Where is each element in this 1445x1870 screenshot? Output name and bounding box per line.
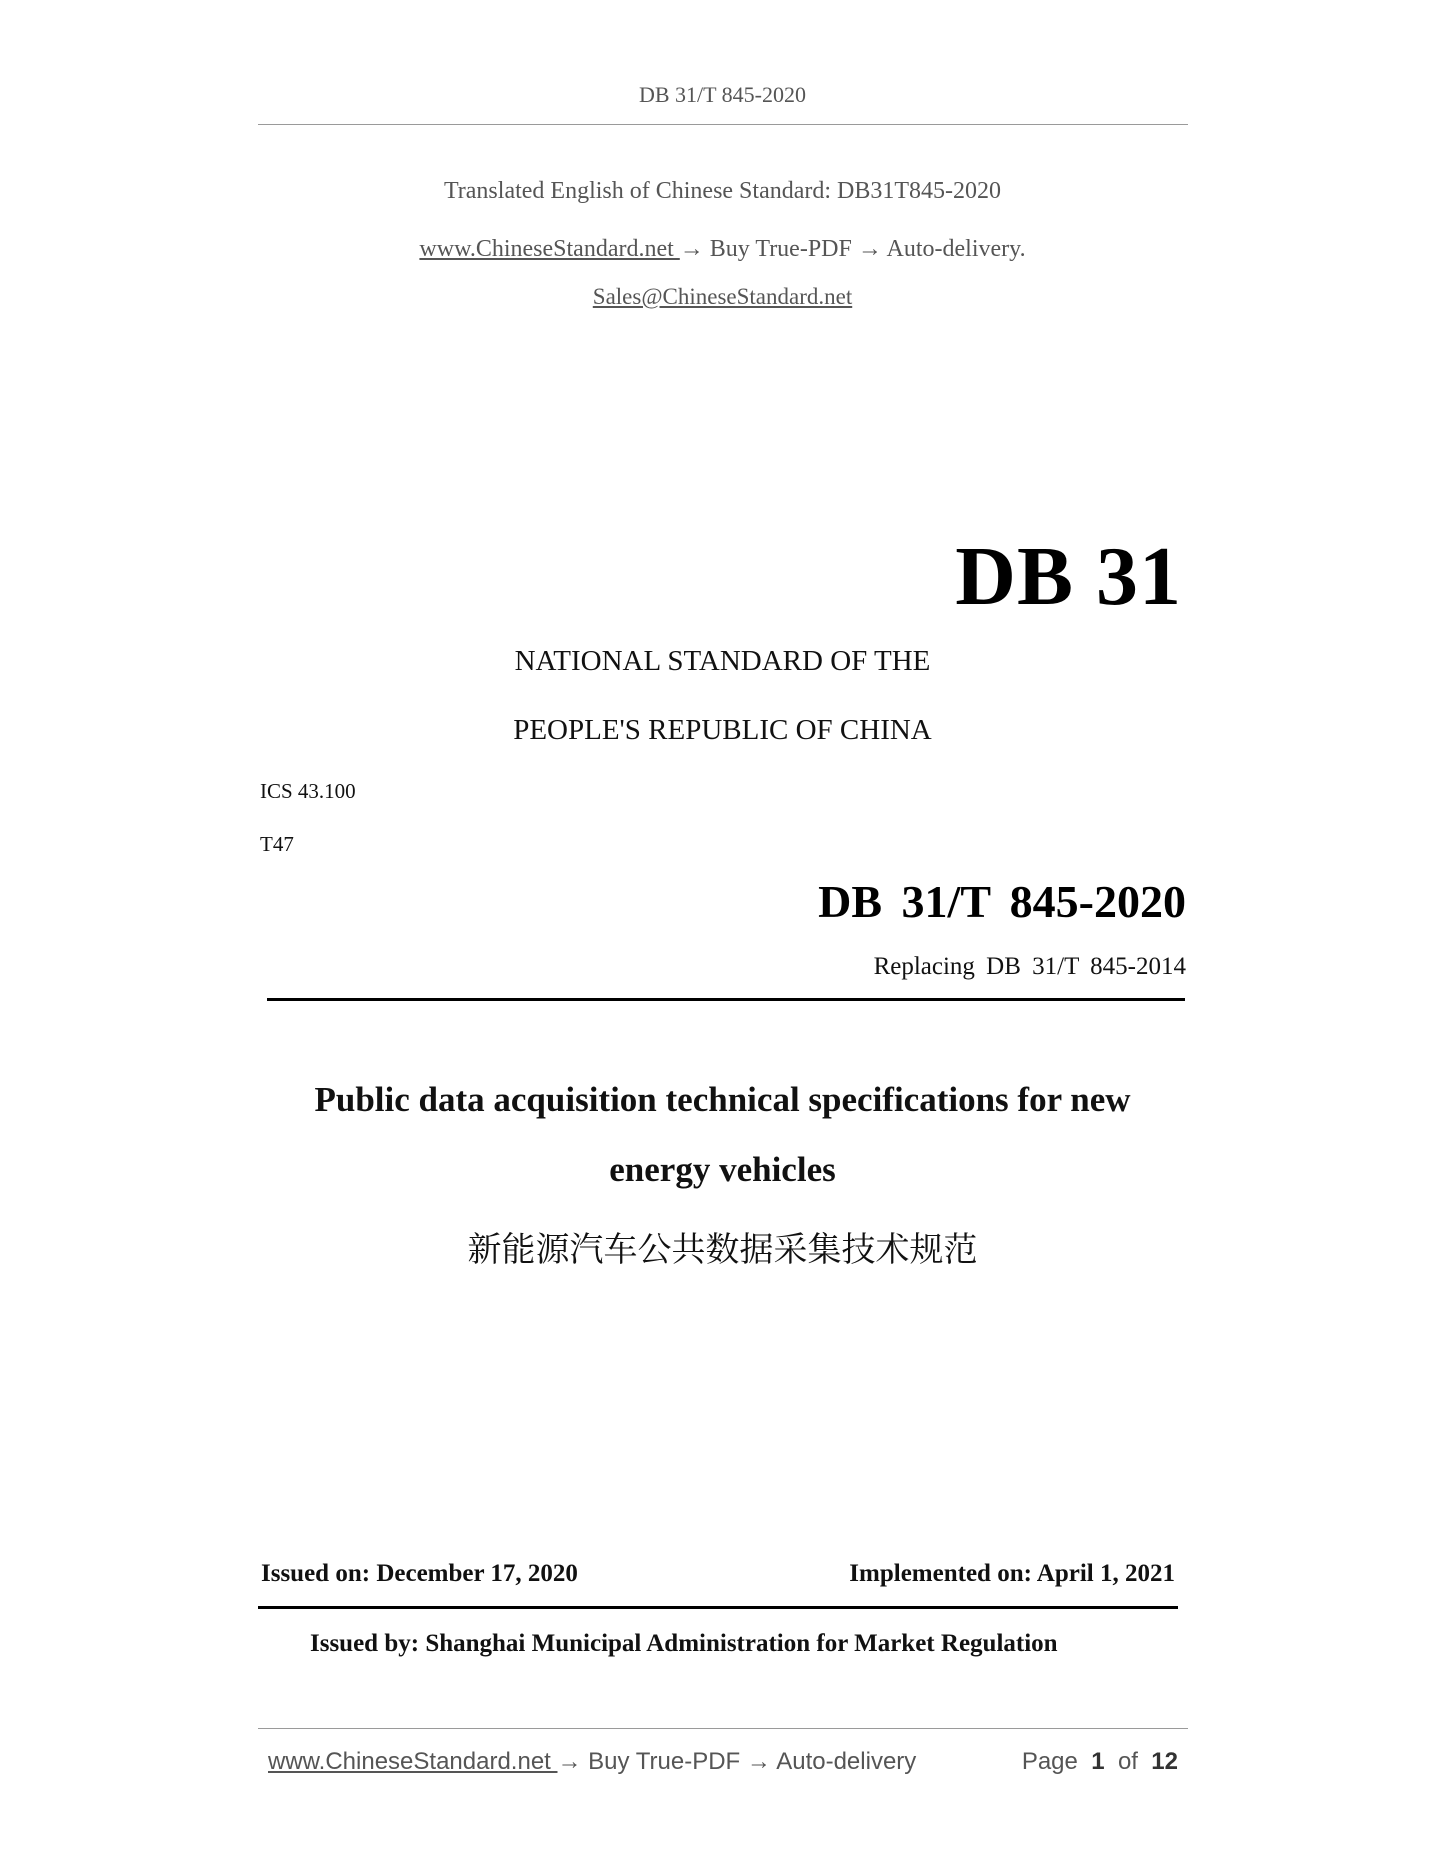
standard-number: DB 31/T 845-2020 <box>818 876 1186 927</box>
title-en-line1: Public data acquisition technical specifications for new <box>314 1080 1131 1119</box>
footer-rule <box>258 1728 1188 1729</box>
national-standard-line2: PEOPLE'S REPUBLIC OF CHINA <box>513 714 932 746</box>
footer-promo <box>268 1748 916 1776</box>
email-link[interactable]: Sales@ChineseStandard.net <box>592 284 853 309</box>
page-indicator <box>1022 1748 1178 1776</box>
implemented-on-date: Implemented on: April 1, 2021 <box>849 1560 1175 1587</box>
promo-line <box>0 236 1445 263</box>
page-total: 12 <box>1151 1748 1178 1775</box>
running-header: DB 31/T 845-2020 <box>638 82 807 107</box>
of-label: of <box>1117 1748 1138 1775</box>
standard-family-mark: DB 31 <box>955 530 1182 623</box>
issuing-authority: Issued by: Shanghai Municipal Administration for Market Regulation <box>310 1630 1058 1657</box>
site-link[interactable]: www.ChineseStandard.net <box>419 236 680 262</box>
page-current: 1 <box>1091 1748 1105 1775</box>
issued-on-date: Issued on: December 17, 2020 <box>261 1560 578 1587</box>
footer-buy-text: → Buy True-PDF → Auto-delivery <box>557 1748 917 1775</box>
title-en-line2: energy vehicles <box>609 1150 836 1189</box>
replacing-note: Replacing DB 31/T 845-2014 <box>873 953 1186 980</box>
title-zh: 新能源汽车公共数据采集技术规范 <box>467 1230 978 1270</box>
page-label: Page <box>1021 1748 1078 1775</box>
national-standard-line1: NATIONAL STANDARD OF THE <box>514 645 931 677</box>
email-line <box>0 284 1445 310</box>
footer-site-link[interactable]: www.ChineseStandard.net <box>268 1748 558 1775</box>
translated-notice: Translated English of Chinese Standard: DB31T845-2020 <box>443 178 1002 204</box>
ics-code: ICS 43.100 <box>260 779 356 803</box>
classification-code: T47 <box>260 832 294 856</box>
buy-text: → Buy True-PDF → Auto-delivery. <box>679 236 1026 262</box>
header-rule <box>258 124 1188 125</box>
cover-divider <box>267 998 1185 1001</box>
dates-divider <box>258 1606 1178 1609</box>
